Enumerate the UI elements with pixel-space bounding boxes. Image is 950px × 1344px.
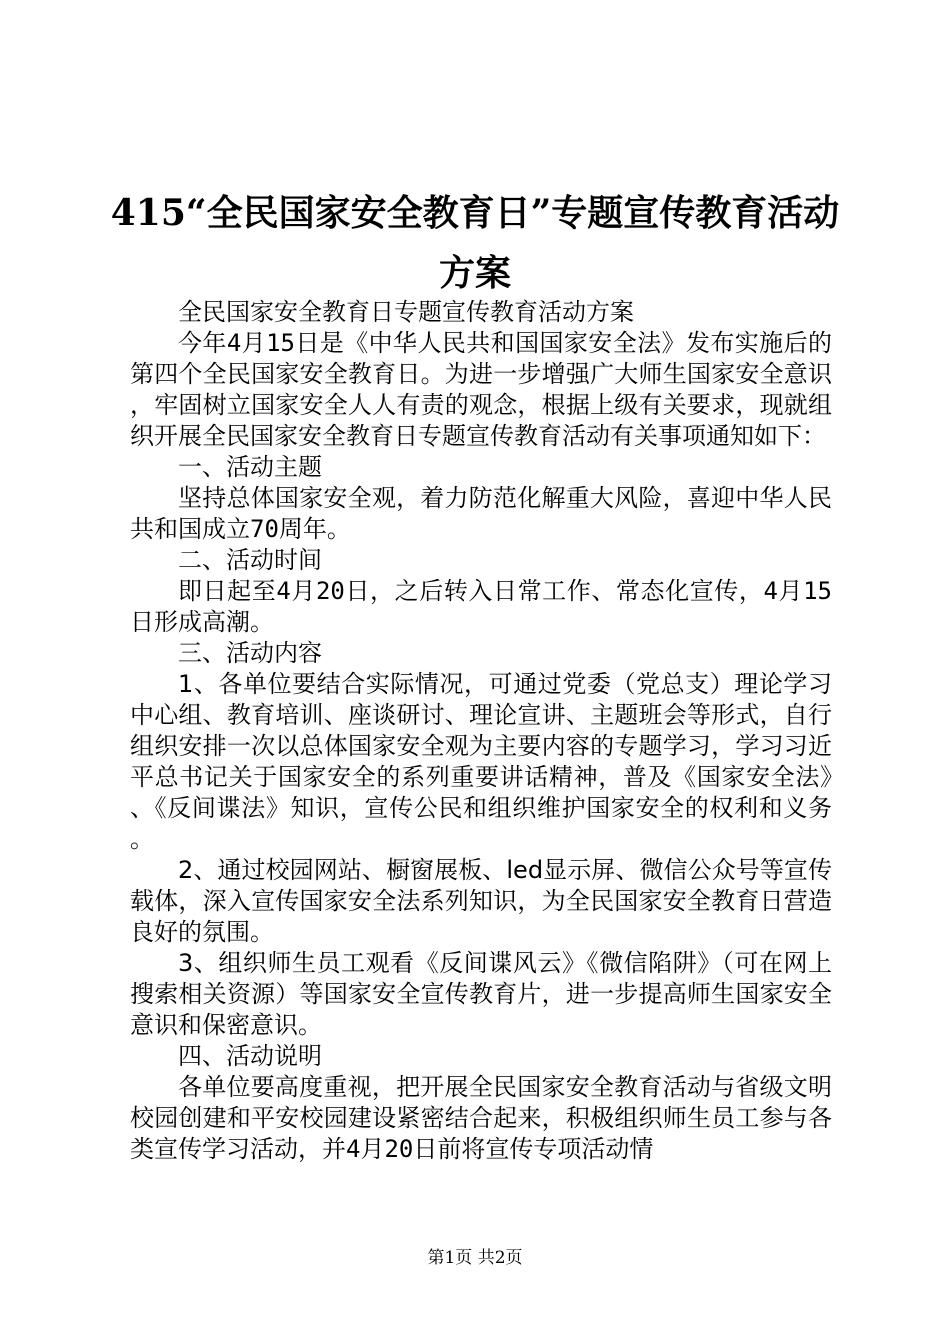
content-item-1: 1、各单位要结合实际情况，可通过党委（党总支）理论学习中心组、教育培训、座谈研讨、理论宣讲、主题班会等形式，自行组织安排一次以总体国家安全观为主要内容的专题学习，学习习近平总书记关于国家安全的系列重要讲话精神，普及《国家安全法》、《反间谍法》知识，宣传公民和组织维护国家安全的权利和义务。	[130, 670, 832, 853]
time-paragraph: 即日起至4月20日，之后转入日常工作、常态化宣传，4月15日形成高潮。	[130, 577, 832, 636]
theme-paragraph: 坚持总体国家安全观，着力防范化解重大风险，喜迎中华人民共和国成立70周年。	[130, 484, 832, 543]
section-heading-theme: 一、活动主题	[178, 453, 322, 481]
section-heading-notes: 四、活动说明	[178, 1042, 322, 1070]
page-number-footer: 第1页 共2页	[427, 1248, 523, 1268]
document-title: 415“全民国家安全教育日”专题宣传教育活动方案	[110, 192, 840, 294]
content-item-2: 2、通过校园网站、橱窗展板、led显示屏、微信公众号等宣传载体，深入宣传国家安全法系列知识，为全民国家安全教育日营造良好的氛围。	[130, 856, 832, 946]
section-heading-time: 二、活动时间	[178, 546, 322, 574]
content-item-3: 3、组织师生员工观看《反间谍风云》《微信陷阱》（可在网上搜索相关资源）等国家安全宣传教育片，进一步提高师生国家安全意识和保密意识。	[130, 949, 832, 1039]
subtitle-paragraph: 全民国家安全教育日专题宣传教育活动方案	[178, 298, 634, 326]
section-heading-content: 三、活动内容	[178, 639, 322, 667]
document-body	[130, 297, 832, 1165]
intro-paragraph: 今年4月15日是《中华人民共和国国家安全法》发布实施后的第四个全民国家安全教育日。为进一步增强广大师生国家安全意识，牢固树立国家安全人人有责的观念，根据上级有关要求，现就组织开展全民国家安全教育日专题宣传教育活动有关事项通知如下：	[130, 329, 832, 450]
notes-paragraph: 各单位要高度重视，把开展全民国家安全教育活动与省级文明校园创建和平安校园建设紧密结合起来，积极组织师生员工参与各类宣传学习活动，并4月20日前将宣传专项活动情	[130, 1073, 832, 1163]
